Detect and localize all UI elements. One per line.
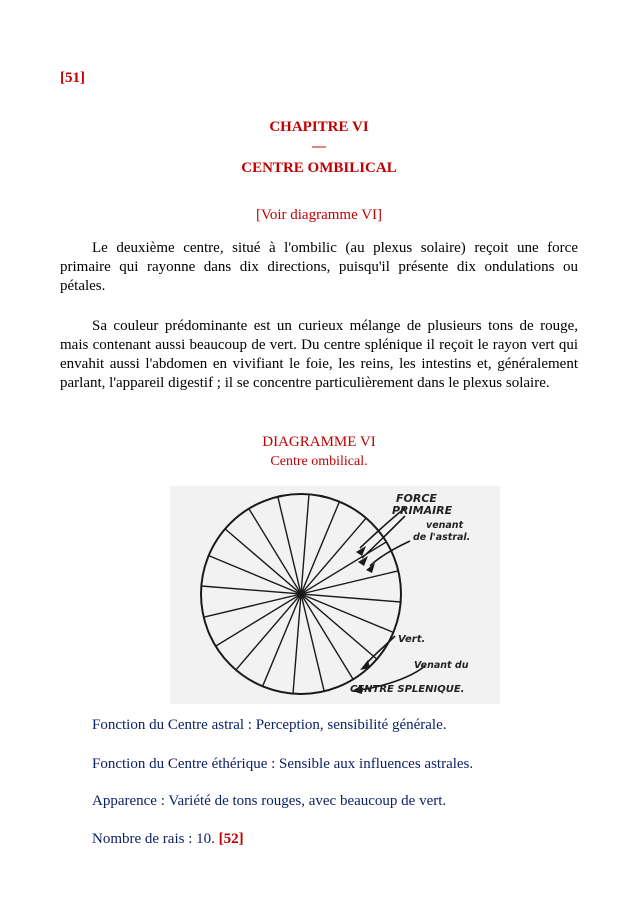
label-force: FORCE (396, 492, 437, 505)
diagram-background (170, 486, 500, 704)
next-page-number: [52] (218, 831, 244, 847)
label-venant: venant (426, 520, 464, 531)
chapter-separator: — (312, 139, 326, 154)
function-etheric: Fonction du Centre éthérique : Sensible aux influences astrales. (92, 756, 474, 772)
diagram-svg (170, 486, 500, 704)
label-centre-splenique: CENTRE SPLENIQUE. (350, 684, 465, 695)
label-venant-du: Venant du (414, 660, 469, 671)
paragraph-1: Le deuxième centre, situé à l'ombilic (au plexus solaire) reçoit une force primaire qui rayonne dans dix directions, puisqu'il présente dix ondulations ou pétales. (60, 240, 578, 294)
rays-text: Nombre de rais : 10. (92, 831, 215, 847)
function-astral: Fonction du Centre astral : Perception, sensibilité générale. (92, 717, 447, 733)
appearance-line: Apparence : Variété de tons rouges, avec beaucoup de vert. (92, 793, 447, 809)
diagram-subtitle: Centre ombilical. (270, 454, 368, 469)
label-vert: Vert. (398, 634, 426, 645)
diagram-figure (170, 486, 500, 704)
diagram-reference: [Voir diagramme VI] (255, 207, 383, 223)
paragraph-2: Sa couleur prédominante est un curieux mélange de plusieurs tons de rouge, mais contenant aussi beaucoup de vert. Du centre splénique il reçoit le rayon vert qui envahit aussi l'abdomen en vivifiant le foie, les reins, les intestins et, généralement parlant, l'appareil digestif ; il se concentre particulièrement dans le plexus solaire. (60, 318, 578, 391)
rays-line (92, 831, 244, 848)
chapter-number: CHAPITRE VI (269, 119, 369, 135)
page-number: [51] (60, 70, 85, 86)
label-de-astral: de l'astral. (413, 532, 471, 543)
diagram-title: DIAGRAMME VI (262, 434, 376, 450)
label-primaire: PRIMAIRE (392, 504, 453, 517)
chapter-title: CENTRE OMBILICAL (241, 160, 397, 176)
